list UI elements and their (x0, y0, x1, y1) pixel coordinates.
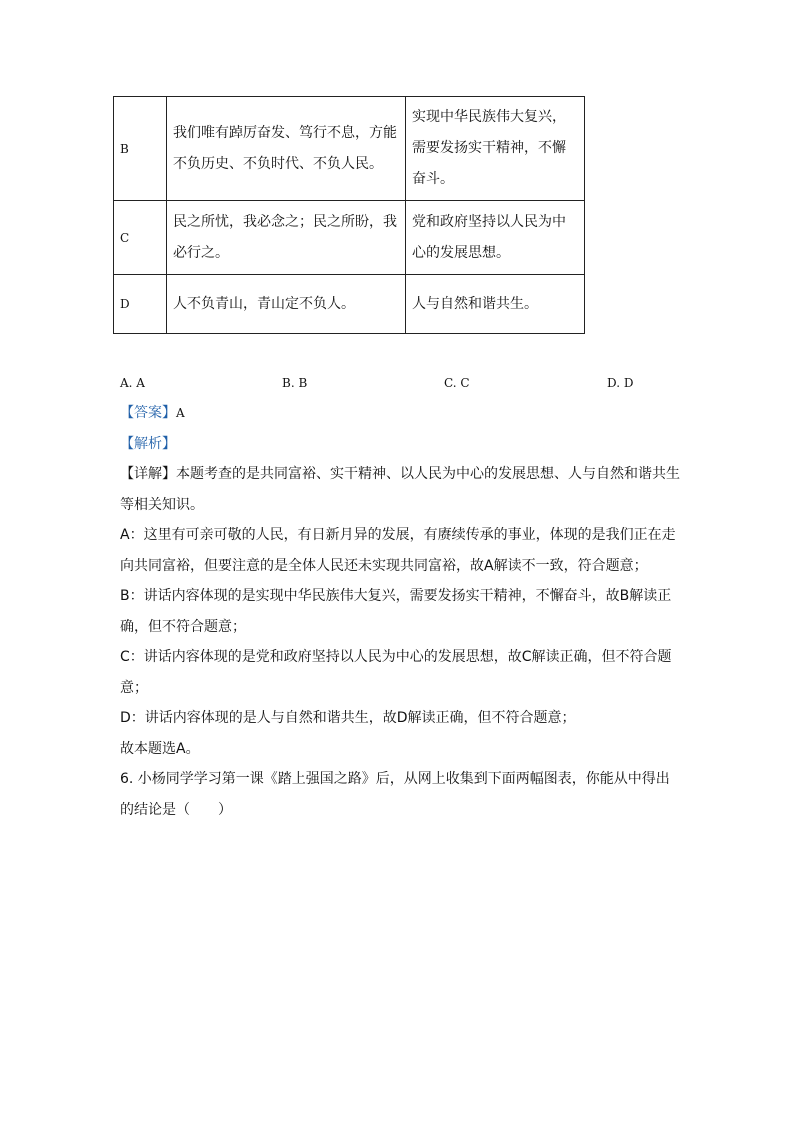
analysis-label: 【解析】 (120, 436, 176, 452)
row-letter: D (114, 275, 167, 334)
options-table (113, 96, 585, 334)
row-meaning: 人与自然和谐共生。 (406, 275, 585, 334)
option-c: C. C (444, 376, 470, 390)
option-a: A. A (120, 376, 145, 390)
conclusion: 故本题选A。 (120, 741, 200, 757)
table-row (114, 97, 585, 201)
table-row (114, 275, 585, 334)
answer-label: 【答案】 (120, 405, 176, 421)
question-6: 6. 小杨同学学习第一课《踏上强国之路》后，从网上收集到下面两幅图表，你能从中得出的结论是（ ） (120, 771, 670, 818)
detail-intro: 本题考查的是共同富裕、实干精神、以人民为中心的发展思想、人与自然和谐共生等相关知识。 (120, 466, 680, 513)
detail-paragraph (120, 459, 680, 520)
explanation-c: C：讲话内容体现的是党和政府坚持以人民为中心的发展思想，故C解读正确，但不符合题意； (120, 649, 672, 696)
option-d: D. D (607, 376, 634, 390)
row-letter: C (114, 201, 167, 275)
explanation-b: B：讲话内容体现的是实现中华民族伟大复兴，需要发扬实干精神，不懈奋斗，故B解读正确，但不符合题意； (120, 588, 672, 635)
row-quote: 民之所忧，我必念之；民之所盼，我必行之。 (167, 201, 406, 275)
row-quote: 我们唯有踔厉奋发、笃行不息，方能不负历史、不负时代、不负人民。 (167, 97, 406, 201)
answer-line (120, 398, 680, 429)
table-row (114, 201, 585, 275)
row-meaning: 党和政府坚持以人民为中心的发展思想。 (406, 201, 585, 275)
row-meaning: 实现中华民族伟大复兴，需要发扬实干精神，不懈奋斗。 (406, 97, 585, 201)
row-letter: B (114, 97, 167, 201)
row-quote: 人不负青山，青山定不负人。 (167, 275, 406, 334)
explanation-d: D：讲话内容体现的是人与自然和谐共生，故D解读正确，但不符合题意； (120, 710, 576, 726)
answer-value: A (176, 406, 185, 420)
analysis-heading (120, 429, 680, 460)
option-b: B. B (282, 376, 308, 390)
detail-label: 【详解】 (120, 466, 176, 482)
explanation-a: A：这里有可亲可敬的人民，有日新月异的发展，有赓续传承的事业，体现的是我们正在走向共同富裕，但要注意的是全体人民还未实现共同富裕，故A解读不一致，符合题意； (120, 527, 676, 574)
